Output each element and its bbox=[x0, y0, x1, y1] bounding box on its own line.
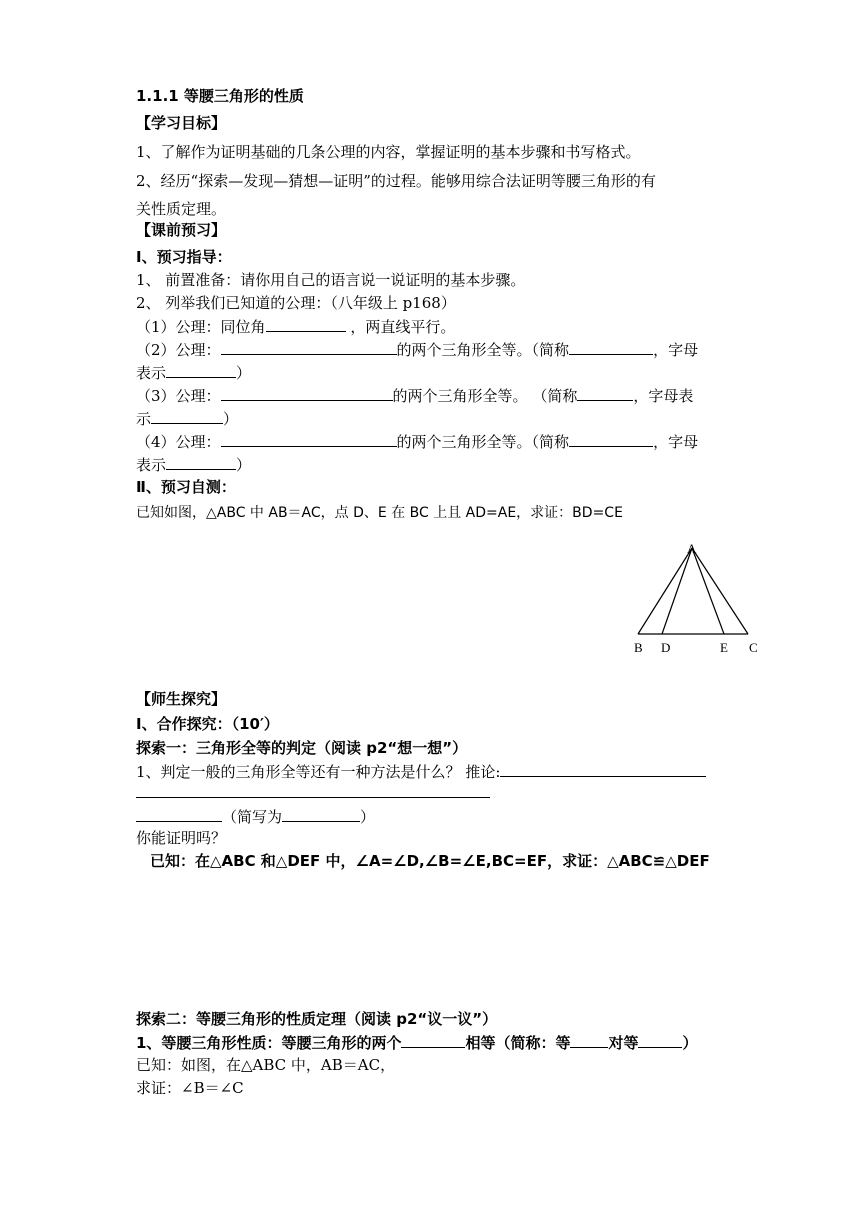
explore-1-title: 探索一：三角形全等的判定（阅读 p2“想一想”） bbox=[136, 739, 468, 757]
axiom-2 bbox=[136, 339, 698, 360]
axiom-2-text: （2）公理： bbox=[136, 341, 221, 359]
explore-2-short-blank-2[interactable] bbox=[638, 1032, 682, 1048]
coop-heading: Ⅰ、合作探究：（10′） bbox=[136, 715, 279, 733]
axiom-4-cont bbox=[136, 454, 251, 475]
axiom-2-close: ） bbox=[236, 364, 252, 382]
axiom-3-cont bbox=[136, 408, 238, 429]
explore-1-abbr bbox=[136, 806, 375, 827]
explore-2-property-text: 1、等腰三角形性质：等腰三角形的两个 bbox=[136, 1034, 402, 1052]
explore-heading: 【师生探究】 bbox=[136, 690, 227, 708]
explore-1-given: 已知：在△ABC 和△DEF 中，∠A=∠D,∠B=∠E,BC=EF，求证：△ABC≌△DEF bbox=[150, 852, 710, 870]
label-d: D bbox=[661, 640, 671, 655]
axiom-2-abbr-blank[interactable] bbox=[569, 339, 653, 355]
goals-heading: 【学习目标】 bbox=[136, 114, 227, 132]
explore-1-abbr-text: （简写为 bbox=[222, 808, 283, 826]
preview-guide-heading: Ⅰ、预习指导： bbox=[136, 248, 232, 266]
axiom-4-text-mid: 的两个三角形全等。（简称 bbox=[396, 433, 570, 451]
axiom-3-blank[interactable] bbox=[221, 385, 393, 401]
line-ac bbox=[692, 548, 748, 634]
explore-2-property-blank[interactable] bbox=[401, 1032, 465, 1048]
axiom-2-letter-blank[interactable] bbox=[166, 362, 236, 378]
goal-item-1: 1、了解作为证明基础的几条公理的内容，掌握证明的基本步骤和书写格式。 bbox=[136, 143, 641, 161]
axiom-2-letter-label: 表示 bbox=[136, 364, 167, 382]
explore-1-abbr-close: ） bbox=[360, 808, 376, 826]
goal-item-2-line-1: 2、经历“探索—发现—猜想—证明”的过程。能够用综合法证明等腰三角形的有 bbox=[136, 172, 656, 190]
axiom-4-abbr-blank[interactable] bbox=[569, 431, 653, 447]
explore-2-property bbox=[136, 1032, 698, 1053]
axiom-3-text-end: ，字母表 bbox=[633, 387, 694, 405]
label-e: E bbox=[720, 640, 728, 655]
explore-1-question bbox=[136, 761, 706, 782]
axiom-1-blank[interactable] bbox=[266, 316, 346, 332]
explore-1-corollary-blank[interactable] bbox=[500, 761, 706, 777]
isosceles-triangle-figure bbox=[628, 540, 768, 658]
axiom-2-text-mid: 的两个三角形全等。（简称 bbox=[396, 341, 570, 359]
label-c: C bbox=[749, 640, 758, 655]
axiom-3 bbox=[136, 385, 693, 406]
explore-1-question-text: 1、判定一般的三角形全等还有一种方法是什么？ 推论: bbox=[136, 763, 501, 781]
preview-step-2: 2、 列举我们已知道的公理：（八年级上 p168） bbox=[136, 294, 456, 312]
axiom-3-letter-label: 示 bbox=[136, 410, 152, 428]
line-ad bbox=[662, 548, 692, 634]
axiom-2-text-end: ，字母 bbox=[653, 341, 699, 359]
line-ab bbox=[638, 548, 692, 634]
label-b: B bbox=[634, 640, 643, 655]
line-ae bbox=[692, 548, 724, 634]
self-test-problem: 已知如图，△ABC 中 AB＝AC，点 D、E 在 BC 上且 AD=AE，求证：BD=CE bbox=[136, 505, 623, 521]
label-a: A bbox=[687, 541, 697, 556]
axiom-1-text-end: ，两直线平行。 bbox=[350, 318, 456, 336]
axiom-2-cont bbox=[136, 362, 251, 383]
axiom-1 bbox=[136, 316, 455, 337]
axiom-3-abbr-blank[interactable] bbox=[577, 385, 633, 401]
axiom-4 bbox=[136, 431, 698, 452]
explore-2-short-blank-1[interactable] bbox=[570, 1032, 608, 1048]
preview-heading: 【课前预习】 bbox=[136, 221, 227, 239]
axiom-3-letter-blank[interactable] bbox=[151, 408, 223, 424]
explore-2-property-mid: 相等（简称：等 bbox=[465, 1034, 571, 1052]
axiom-4-letter-blank[interactable] bbox=[166, 454, 236, 470]
axiom-4-letter-label: 表示 bbox=[136, 456, 167, 474]
axiom-4-blank[interactable] bbox=[221, 431, 397, 447]
self-test-heading: Ⅱ、预习自测： bbox=[136, 478, 236, 496]
axiom-4-text: （4）公理： bbox=[136, 433, 221, 451]
goal-item-2-line-2: 关性质定理。 bbox=[136, 200, 227, 218]
explore-1-can-prove: 你能证明吗？ bbox=[136, 829, 227, 847]
axiom-3-text-mid: 的两个三角形全等。 （简称 bbox=[392, 387, 578, 405]
axiom-4-text-end: ，字母 bbox=[653, 433, 699, 451]
explore-2-prove: 求证：∠B＝∠C bbox=[136, 1079, 244, 1097]
axiom-1-text: （1）公理：同位角 bbox=[136, 318, 266, 336]
axiom-2-blank[interactable] bbox=[221, 339, 397, 355]
explore-1-answer-line[interactable] bbox=[136, 797, 490, 798]
axiom-3-close: ） bbox=[223, 410, 239, 428]
page-title: 1.1.1 等腰三角形的性质 bbox=[136, 87, 304, 105]
explore-1-abbr-blank[interactable] bbox=[282, 806, 360, 822]
axiom-3-text: （3）公理： bbox=[136, 387, 221, 405]
axiom-4-close: ） bbox=[236, 456, 252, 474]
explore-1-abbr-lead-blank[interactable] bbox=[136, 806, 222, 822]
explore-2-title: 探索二：等腰三角形的性质定理（阅读 p2“议一议”） bbox=[136, 1010, 498, 1028]
explore-2-property-mid2: 对等 bbox=[608, 1034, 639, 1052]
preview-step-1: 1、 前置准备：请你用自己的语言说一说证明的基本步骤。 bbox=[136, 271, 526, 289]
explore-2-given: 已知：如图，在△ABC 中，AB＝AC， bbox=[136, 1056, 396, 1074]
explore-2-property-close: ） bbox=[682, 1034, 698, 1052]
